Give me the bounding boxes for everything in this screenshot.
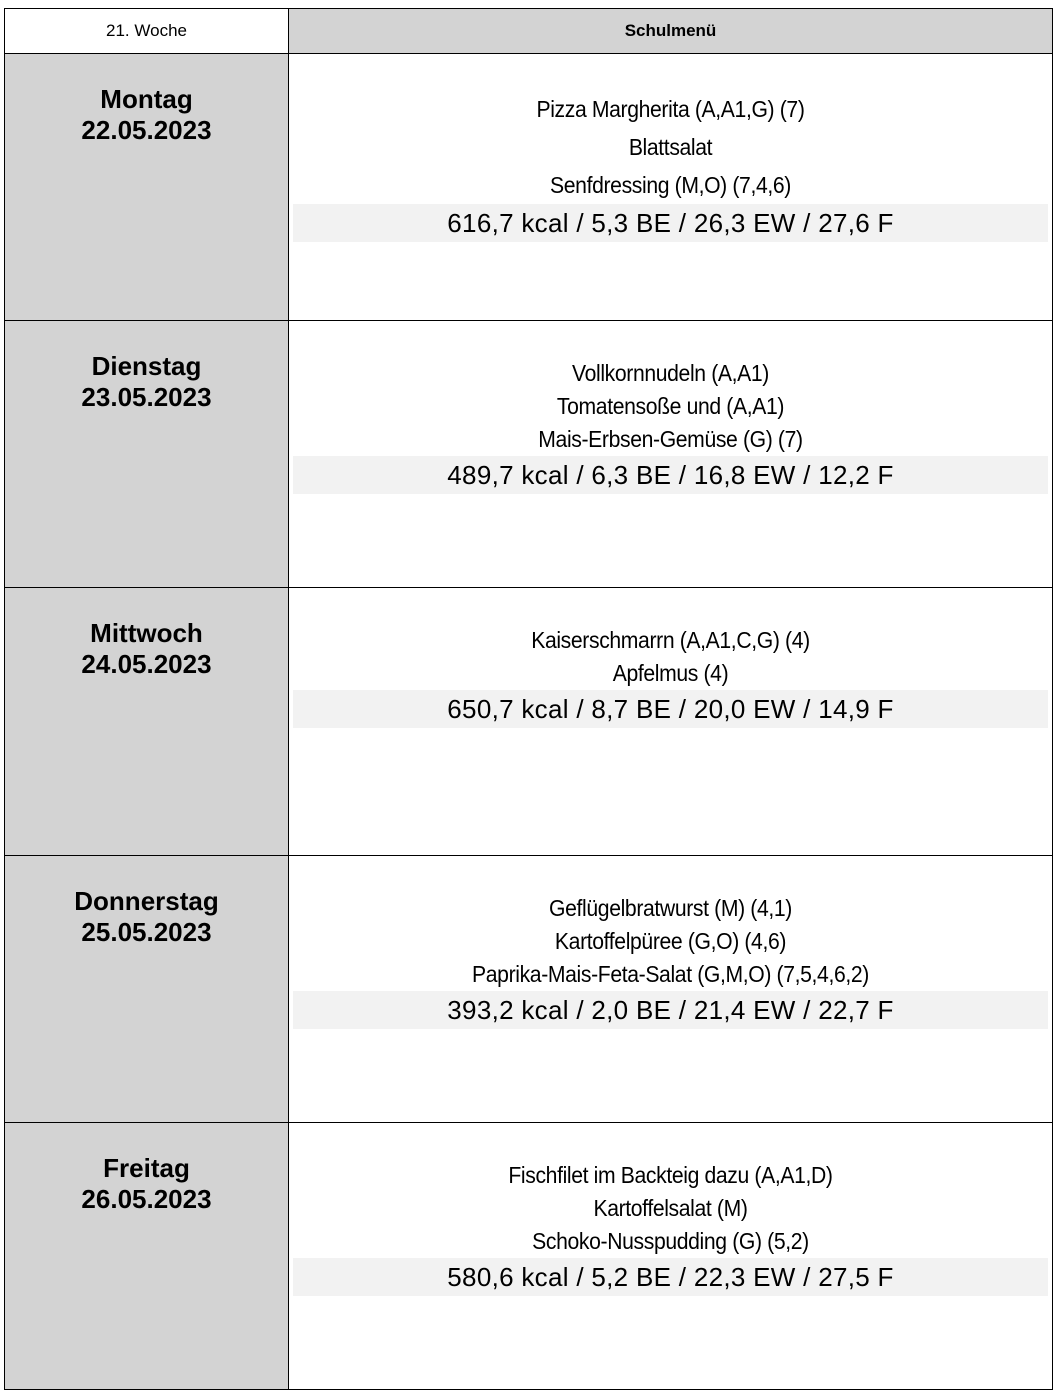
nutrition-info: 650,7 kcal / 8,7 BE / 20,0 EW / 14,9 F [293,690,1048,728]
dish: Fischfilet im Backteig dazu (A,A1,D) [508,1161,833,1188]
dish: Schoko-Nusspudding (G) (5,2) [532,1227,809,1254]
day-date: 26.05.2023 [81,1183,212,1214]
dish: Tomatensoße und (A,A1) [556,393,785,420]
menu-title: Schulmenü [289,9,1053,54]
dish: Kartoffelpüree (G,O) (4,6) [554,927,787,954]
school-menu-table [4,8,1053,1390]
day-row-thursday [5,855,1053,1122]
week-label: 21. Woche [5,9,289,54]
day-cell [5,1122,289,1389]
nutrition-info: 580,6 kcal / 5,2 BE / 22,3 EW / 27,5 F [293,1258,1048,1296]
dish: Senfdressing (M,O) (7,4,6) [550,172,791,198]
dish-list [289,1123,1052,1296]
day-name: Freitag [103,1152,190,1183]
day-cell [5,54,289,321]
day-row-monday [5,54,1053,321]
day-row-friday [5,1122,1053,1389]
dish: Kartoffelsalat (M) [593,1194,748,1221]
day-date: 22.05.2023 [81,115,212,145]
dish: Mais-Erbsen-Gemüse (G) (7) [538,426,803,453]
nutrition-info: 616,7 kcal / 5,3 BE / 26,3 EW / 27,6 F [293,204,1048,242]
day-name: Mittwoch [90,618,203,649]
dish-list [289,588,1052,728]
day-cell [5,855,289,1122]
header-row [5,9,1053,54]
day-date: 25.05.2023 [81,916,212,947]
dish-list [289,321,1052,494]
dish: Kaiserschmarrn (A,A1,C,G) (4) [531,627,810,654]
meal-cell [289,1122,1053,1389]
meal-cell [289,588,1053,855]
meal-cell [289,321,1053,588]
day-row-wednesday [5,588,1053,855]
meal-cell [289,54,1053,321]
day-name: Donnerstag [74,885,219,916]
dish: Blattsalat [628,134,713,160]
day-row-tuesday [5,321,1053,588]
dish-list [289,856,1052,1029]
dish-list [289,54,1052,242]
dish: Apfelmus (4) [612,660,729,687]
dish: Paprika-Mais-Feta-Salat (G,M,O) (7,5,4,6,2) [472,960,869,987]
day-name: Dienstag [91,351,202,382]
day-date: 23.05.2023 [81,382,212,413]
nutrition-info: 489,7 kcal / 6,3 BE / 16,8 EW / 12,2 F [293,456,1048,494]
day-cell [5,588,289,855]
nutrition-info: 393,2 kcal / 2,0 BE / 21,4 EW / 22,7 F [293,991,1048,1029]
day-name: Montag [100,84,193,114]
dish: Pizza Margherita (A,A1,G) (7) [536,96,805,122]
day-date: 24.05.2023 [81,649,212,680]
dish: Vollkornnudeln (A,A1) [572,360,769,387]
meal-cell [289,855,1053,1122]
day-cell [5,321,289,588]
dish: Geflügelbratwurst (M) (4,1) [549,894,792,921]
